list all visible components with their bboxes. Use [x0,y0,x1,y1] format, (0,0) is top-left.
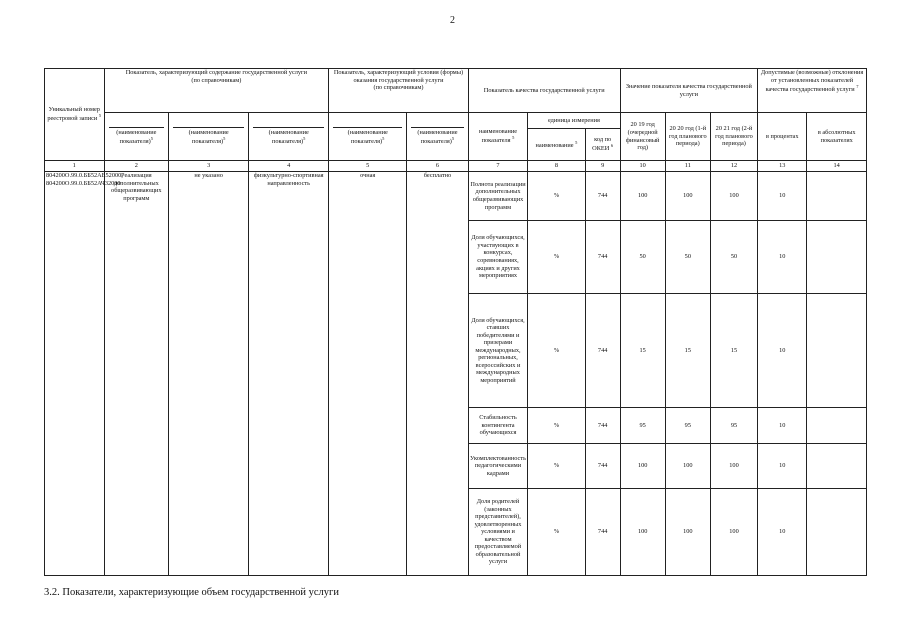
content-cell-1: Реализация дополнительных общеразвивающих программ [104,172,169,576]
deviation-absolute-cell [807,489,867,576]
header-unique-number: Уникальный номер реестровой записи $^5$ [45,69,105,161]
okei-cell: 744 [585,408,620,444]
table-row [45,172,867,221]
column-numbers-row [45,161,867,172]
column-number: 11 [665,161,710,172]
value-year-3-cell: 100 [710,172,757,221]
deviation-percent-cell: 10 [758,444,807,489]
indicator-name-cell: Доля родителей (законных представителей), удовлетворенных условиями и качеством предоставляемой образовательной услуги [468,489,528,576]
content-cell-3: физкультурно-спортивная направленность [249,172,329,576]
indicator-name-cell: Доля обучающихся, участвующих в конкурсах, соревнованиях, акциях и других мероприятиях [468,221,528,294]
value-year-2-cell: 100 [665,489,710,576]
header-in-percent: в процентах [758,113,807,161]
value-year-1-cell: 15 [620,294,665,408]
okei-cell: 744 [585,172,620,221]
okei-cell: 744 [585,221,620,294]
header-indicator-5: (наименование показателя)$^5$ [407,113,469,161]
column-number: 2 [104,161,169,172]
quality-indicators-table [44,68,867,576]
column-number: 12 [710,161,757,172]
header-unit-name: наименование $^5$ [528,129,585,161]
table-body [45,172,867,576]
deviation-absolute-cell [807,172,867,221]
header-conditions-group: Показатель, характеризующий условия (формы) оказания государственной услуги (по справочникам) [329,69,469,113]
header-indicator-3: (наименование показателя)$^5$ [249,113,329,161]
column-number: 4 [249,161,329,172]
content-cell-2: не указано [169,172,249,576]
deviation-percent-cell: 10 [758,221,807,294]
unique-number-cell: 804200О.99.0.ББ52АЕ52000, 804200О.99.0.ББ52АЧ32000 [45,172,105,576]
header-unit-group: единица измерения [528,113,620,129]
unit-cell: % [528,172,585,221]
header-okei-code: код по ОКЕИ $^6$ [585,129,620,161]
value-year-3-cell: 100 [710,489,757,576]
column-number: 7 [468,161,528,172]
header-content-group: Показатель, характеризующий содержание государственной услуги (по справочникам) [104,69,329,113]
value-year-1-cell: 95 [620,408,665,444]
deviation-percent-cell: 10 [758,489,807,576]
value-year-3-cell: 15 [710,294,757,408]
page-number: 2 [450,15,455,26]
deviation-percent-cell: 10 [758,408,807,444]
header-year-3: 20 21 год (2-й год планового периода) [710,113,757,161]
section-heading: 3.2. Показатели, характеризующие объем государственной услуги [44,587,339,598]
indicator-name-cell: Стабильность контингента обучающихся [468,408,528,444]
deviation-absolute-cell [807,408,867,444]
value-year-3-cell: 50 [710,221,757,294]
deviation-absolute-cell [807,444,867,489]
column-number: 6 [407,161,469,172]
okei-cell: 744 [585,444,620,489]
column-number: 10 [620,161,665,172]
header-in-absolute: в абсолютных показателях [807,113,867,161]
value-year-2-cell: 15 [665,294,710,408]
header-indicator-2: (наименование показателя)$^5$ [169,113,249,161]
header-quality-name: наименование показателя $^5$ [468,113,528,161]
header-indicator-1: (наименование показателя)$^5$ [104,113,169,161]
header-year-1: 20 19 год (очередной финансовый год) [620,113,665,161]
header-indicator-4: (наименование показателя)$^5$ [329,113,407,161]
column-number: 3 [169,161,249,172]
value-year-2-cell: 100 [665,444,710,489]
header-year-2: 20 20 год (1-й год планового периода) [665,113,710,161]
value-year-3-cell: 100 [710,444,757,489]
value-year-1-cell: 100 [620,489,665,576]
deviation-absolute-cell [807,221,867,294]
deviation-percent-cell: 10 [758,172,807,221]
unit-cell: % [528,294,585,408]
unit-cell: % [528,408,585,444]
value-year-2-cell: 50 [665,221,710,294]
column-number: 13 [758,161,807,172]
unit-cell: % [528,444,585,489]
indicator-name-cell: Полнота реализации дополнительных общеразвивающих программ [468,172,528,221]
deviation-absolute-cell [807,294,867,408]
column-number: 9 [585,161,620,172]
table-header [45,69,867,172]
condition-cell-2: бесплатно [407,172,469,576]
unit-cell: % [528,489,585,576]
column-number: 14 [807,161,867,172]
header-deviation-group: Допустимые (возможные) отклонения от установленных показателей качества государственной услуги $^7$ [758,69,867,113]
unit-cell: % [528,221,585,294]
header-quality-group: Показатель качества государственной услуги [468,69,620,113]
okei-cell: 744 [585,489,620,576]
value-year-1-cell: 100 [620,444,665,489]
column-number: 8 [528,161,585,172]
header-values-group: Значение показателя качества государственной услуги [620,69,758,113]
condition-cell-1: очная [329,172,407,576]
indicator-name-cell: Укомплектованность педагогическими кадрами [468,444,528,489]
column-number: 1 [45,161,105,172]
deviation-percent-cell: 10 [758,294,807,408]
okei-cell: 744 [585,294,620,408]
value-year-1-cell: 50 [620,221,665,294]
value-year-2-cell: 95 [665,408,710,444]
value-year-1-cell: 100 [620,172,665,221]
indicator-name-cell: Доля обучающихся, ставших победителями и призерами международных, региональных, всероссийских и международных мероприятий [468,294,528,408]
value-year-3-cell: 95 [710,408,757,444]
value-year-2-cell: 100 [665,172,710,221]
column-number: 5 [329,161,407,172]
